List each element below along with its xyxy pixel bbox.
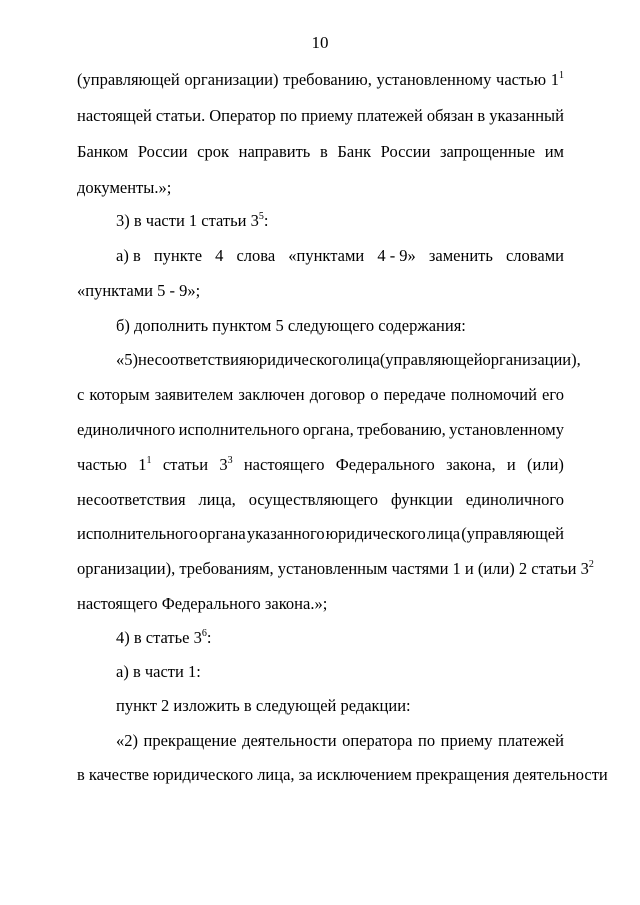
word: 4 - 9» bbox=[377, 246, 416, 265]
word: заключен bbox=[238, 385, 305, 404]
word: Оператор bbox=[209, 106, 276, 125]
word: России bbox=[137, 142, 188, 161]
text-line-2 bbox=[77, 106, 564, 126]
word: оператора bbox=[342, 731, 413, 750]
text-line-10 bbox=[77, 385, 564, 405]
text-line-16: настоящего Федерального закона.»; bbox=[77, 594, 328, 613]
word: России bbox=[380, 142, 431, 161]
text-line-8: б) дополнить пунктом 5 следующего содержания: bbox=[116, 316, 466, 335]
word-with-superscript: $1^1$ bbox=[550, 69, 564, 89]
text-line-13 bbox=[77, 490, 564, 510]
word: настоящей bbox=[77, 106, 152, 125]
word: 4 bbox=[215, 246, 224, 265]
text-line-9 bbox=[116, 350, 581, 370]
word: запрощенные bbox=[440, 142, 536, 161]
word: установленному bbox=[449, 420, 564, 439]
word: статьи. bbox=[155, 106, 206, 125]
word-with-superscript: $1^1$ bbox=[138, 454, 152, 474]
word: (или) bbox=[527, 455, 564, 474]
word: в bbox=[319, 142, 328, 161]
word: а) в bbox=[116, 246, 141, 265]
word: исполнительного bbox=[77, 524, 198, 543]
word: по bbox=[417, 731, 436, 750]
word: деятельности bbox=[242, 731, 337, 750]
word: закона, bbox=[446, 455, 496, 474]
word: слова bbox=[236, 246, 276, 265]
text-line-20 bbox=[116, 731, 564, 751]
text-line-17: 4) в статье $3^6$: bbox=[116, 627, 212, 647]
word: с bbox=[77, 385, 85, 404]
text-line-5: 3) в части 1 статьи $3^5$: bbox=[116, 210, 269, 230]
word: органа, bbox=[302, 420, 354, 439]
word: словами bbox=[505, 246, 564, 265]
text-line-21: в качестве юридического лица, за исключением прекращения деятельности bbox=[77, 765, 608, 784]
word-with-superscript: $3^3$ bbox=[219, 454, 233, 474]
word: (управляющей bbox=[461, 524, 564, 543]
word: Федерального bbox=[335, 455, 435, 474]
word: требованию, bbox=[283, 70, 372, 89]
text-line-11 bbox=[77, 420, 564, 440]
word: частью bbox=[496, 70, 547, 89]
word: направить bbox=[238, 142, 311, 161]
word: требованию, bbox=[357, 420, 446, 439]
word: органа bbox=[199, 524, 246, 543]
word: которым bbox=[89, 385, 150, 404]
word: статьи bbox=[162, 455, 209, 474]
word: и bbox=[506, 455, 516, 474]
word: исполнительного bbox=[178, 420, 300, 439]
word: приему bbox=[440, 731, 493, 750]
word: заменить bbox=[428, 246, 493, 265]
word: передаче bbox=[383, 385, 446, 404]
word: настоящего bbox=[243, 455, 325, 474]
text-line-6 bbox=[116, 246, 564, 266]
word: в bbox=[477, 106, 486, 125]
text-line-7: «пунктами 5 - 9»; bbox=[77, 281, 201, 300]
word: юридического bbox=[246, 350, 347, 369]
text-line-4: документы.»; bbox=[77, 178, 172, 197]
word: функции bbox=[390, 490, 453, 509]
word: (управляющей bbox=[379, 350, 483, 369]
word: о bbox=[370, 385, 379, 404]
word: указанный bbox=[489, 106, 564, 125]
word: единоличного bbox=[77, 420, 176, 439]
word: «2) bbox=[116, 731, 138, 750]
word: им bbox=[544, 142, 564, 161]
word: организации), bbox=[482, 350, 581, 369]
text-line-3 bbox=[77, 142, 564, 162]
word: Банком bbox=[77, 142, 129, 161]
word: несоответствия bbox=[77, 490, 186, 509]
word: по bbox=[279, 106, 298, 125]
text-line-1 bbox=[77, 70, 564, 90]
word: его bbox=[542, 385, 564, 404]
text-line-14 bbox=[77, 524, 564, 544]
word: лица bbox=[426, 524, 461, 543]
word: лица, bbox=[198, 490, 236, 509]
word: указанного bbox=[246, 524, 325, 543]
word: установленному bbox=[376, 70, 492, 89]
word: единоличного bbox=[465, 490, 564, 509]
word: лица bbox=[346, 350, 380, 369]
word: осуществляющего bbox=[248, 490, 379, 509]
text-line-15: организации), требованиям, установленным частями 1 и (или) 2 статьи $3^2$ bbox=[77, 558, 594, 578]
word: платежей bbox=[498, 731, 564, 750]
word: договор bbox=[309, 385, 366, 404]
text-line-12 bbox=[77, 455, 564, 475]
text-line-19: пункт 2 изложить в следующей редакции: bbox=[116, 696, 411, 715]
word: частью bbox=[77, 455, 128, 474]
word: срок bbox=[197, 142, 230, 161]
word: Банк bbox=[337, 142, 372, 161]
page-number: 10 bbox=[311, 33, 329, 52]
word: полномочий bbox=[450, 385, 537, 404]
word: юридического bbox=[325, 524, 426, 543]
word: прекращение bbox=[143, 731, 237, 750]
word: «пунктами bbox=[288, 246, 365, 265]
word: несоответствия bbox=[138, 350, 247, 369]
word: заявителем bbox=[154, 385, 234, 404]
word: организации) bbox=[184, 70, 279, 89]
word: платежей bbox=[357, 106, 423, 125]
word: (управляющей bbox=[77, 70, 180, 89]
word: «5) bbox=[116, 350, 138, 369]
text-line-18: а) в части 1: bbox=[116, 662, 201, 681]
word: обязан bbox=[426, 106, 474, 125]
word: приему bbox=[301, 106, 353, 125]
word: пункте bbox=[153, 246, 203, 265]
